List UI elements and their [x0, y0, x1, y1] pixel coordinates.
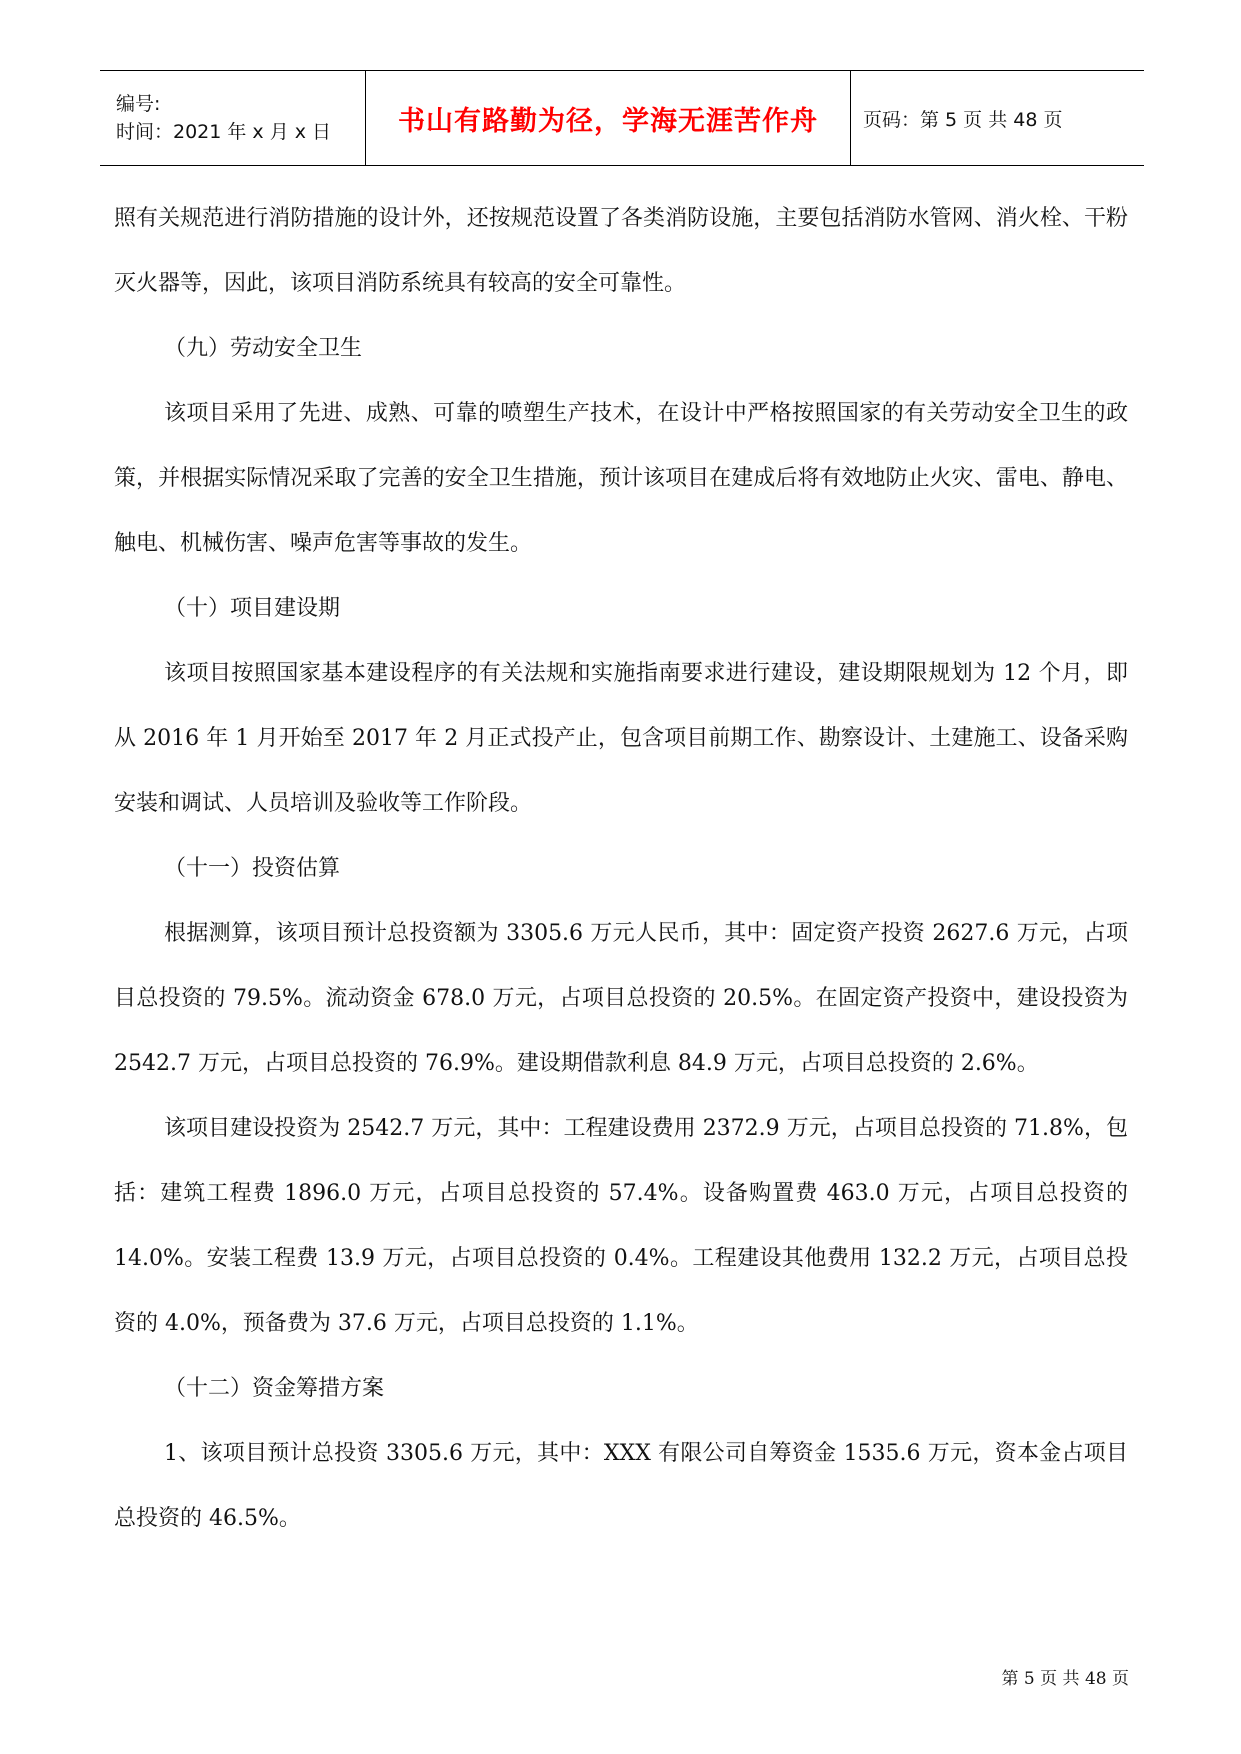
section-heading-9: （九）劳动安全卫生: [164, 336, 363, 361]
document-header: [100, 70, 1144, 166]
paragraph-funding-plan: 1、该项目预计总投资 3305.6 万元，其中：XXX 有限公司自筹资金 1535.6 万元，资本金占项目总投资的 46.5%。: [114, 1441, 1128, 1531]
section-heading-10: （十）项目建设期: [164, 596, 341, 621]
header-meta: [100, 71, 366, 165]
section-heading-12: （十二）资金筹措方案: [164, 1376, 385, 1401]
paragraph-construction-period: 该项目按照国家基本建设程序的有关法规和实施指南要求进行建设，建设期限规划为 12 个月，即从 2016 年 1 月开始至 2017 年 2 月正式投产止，包含项目前期工作、勘察设计、土建施工、设备采购安装和调试、人员培训及验收等工作阶段。: [114, 661, 1128, 816]
section-heading-11: （十一）投资估算: [164, 856, 341, 881]
paragraph-investment-estimate: 根据测算，该项目预计总投资额为 3305.6 万元人民币，其中：固定资产投资 2627.6 万元，占项目总投资的 79.5%。流动资金 678.0 万元，占项目总投资的 20.5%。在固定资产投资中，建设投资为 2542.7 万元，占项目总投资的 76.9%。建设期借款利息 84.9 万元，占项目总投资的 2.6%。: [114, 921, 1128, 1076]
header-page-info: 页码：第 5 页 共 48 页: [863, 108, 1063, 131]
document-body: [114, 186, 1128, 1551]
paragraph-fire-safety-cont: 照有关规范进行消防措施的设计外，还按规范设置了各类消防设施，主要包括消防水管网、消火栓、干粉灭火器等，因此，该项目消防系统具有较高的安全可靠性。: [114, 206, 1128, 296]
document-number-label: 编号:: [116, 93, 161, 115]
paragraph-construction-investment: 该项目建设投资为 2542.7 万元，其中：工程建设费用 2372.9 万元，占项目总投资的 71.8%，包括：建筑工程费 1896.0 万元，占项目总投资的 57.4%。设备购置费 463.0 万元，占项目总投资的 14.0%。安装工程费 13.9 万元，占项目总投资的 0.4%。工程建设其他费用 132.2 万元，占项目总投资的 4.0%，预备费为 37.6 万元，占项目总投资的 1.1%。: [114, 1116, 1128, 1336]
header-slogan: 书山有路勤为径，学海无涯苦作舟: [366, 71, 851, 165]
page-footer: 第 5 页 共 48 页: [1001, 1669, 1129, 1689]
paragraph-labor-safety: 该项目采用了先进、成熟、可靠的喷塑生产技术，在设计中严格按照国家的有关劳动安全卫生的政策，并根据实际情况采取了完善的安全卫生措施，预计该项目在建成后将有效地防止火灾、雷电、静电、触电、机械伤害、噪声危害等事故的发生。: [114, 401, 1128, 556]
document-time-label: 时间：2021 年 x 月 x 日: [116, 121, 332, 143]
